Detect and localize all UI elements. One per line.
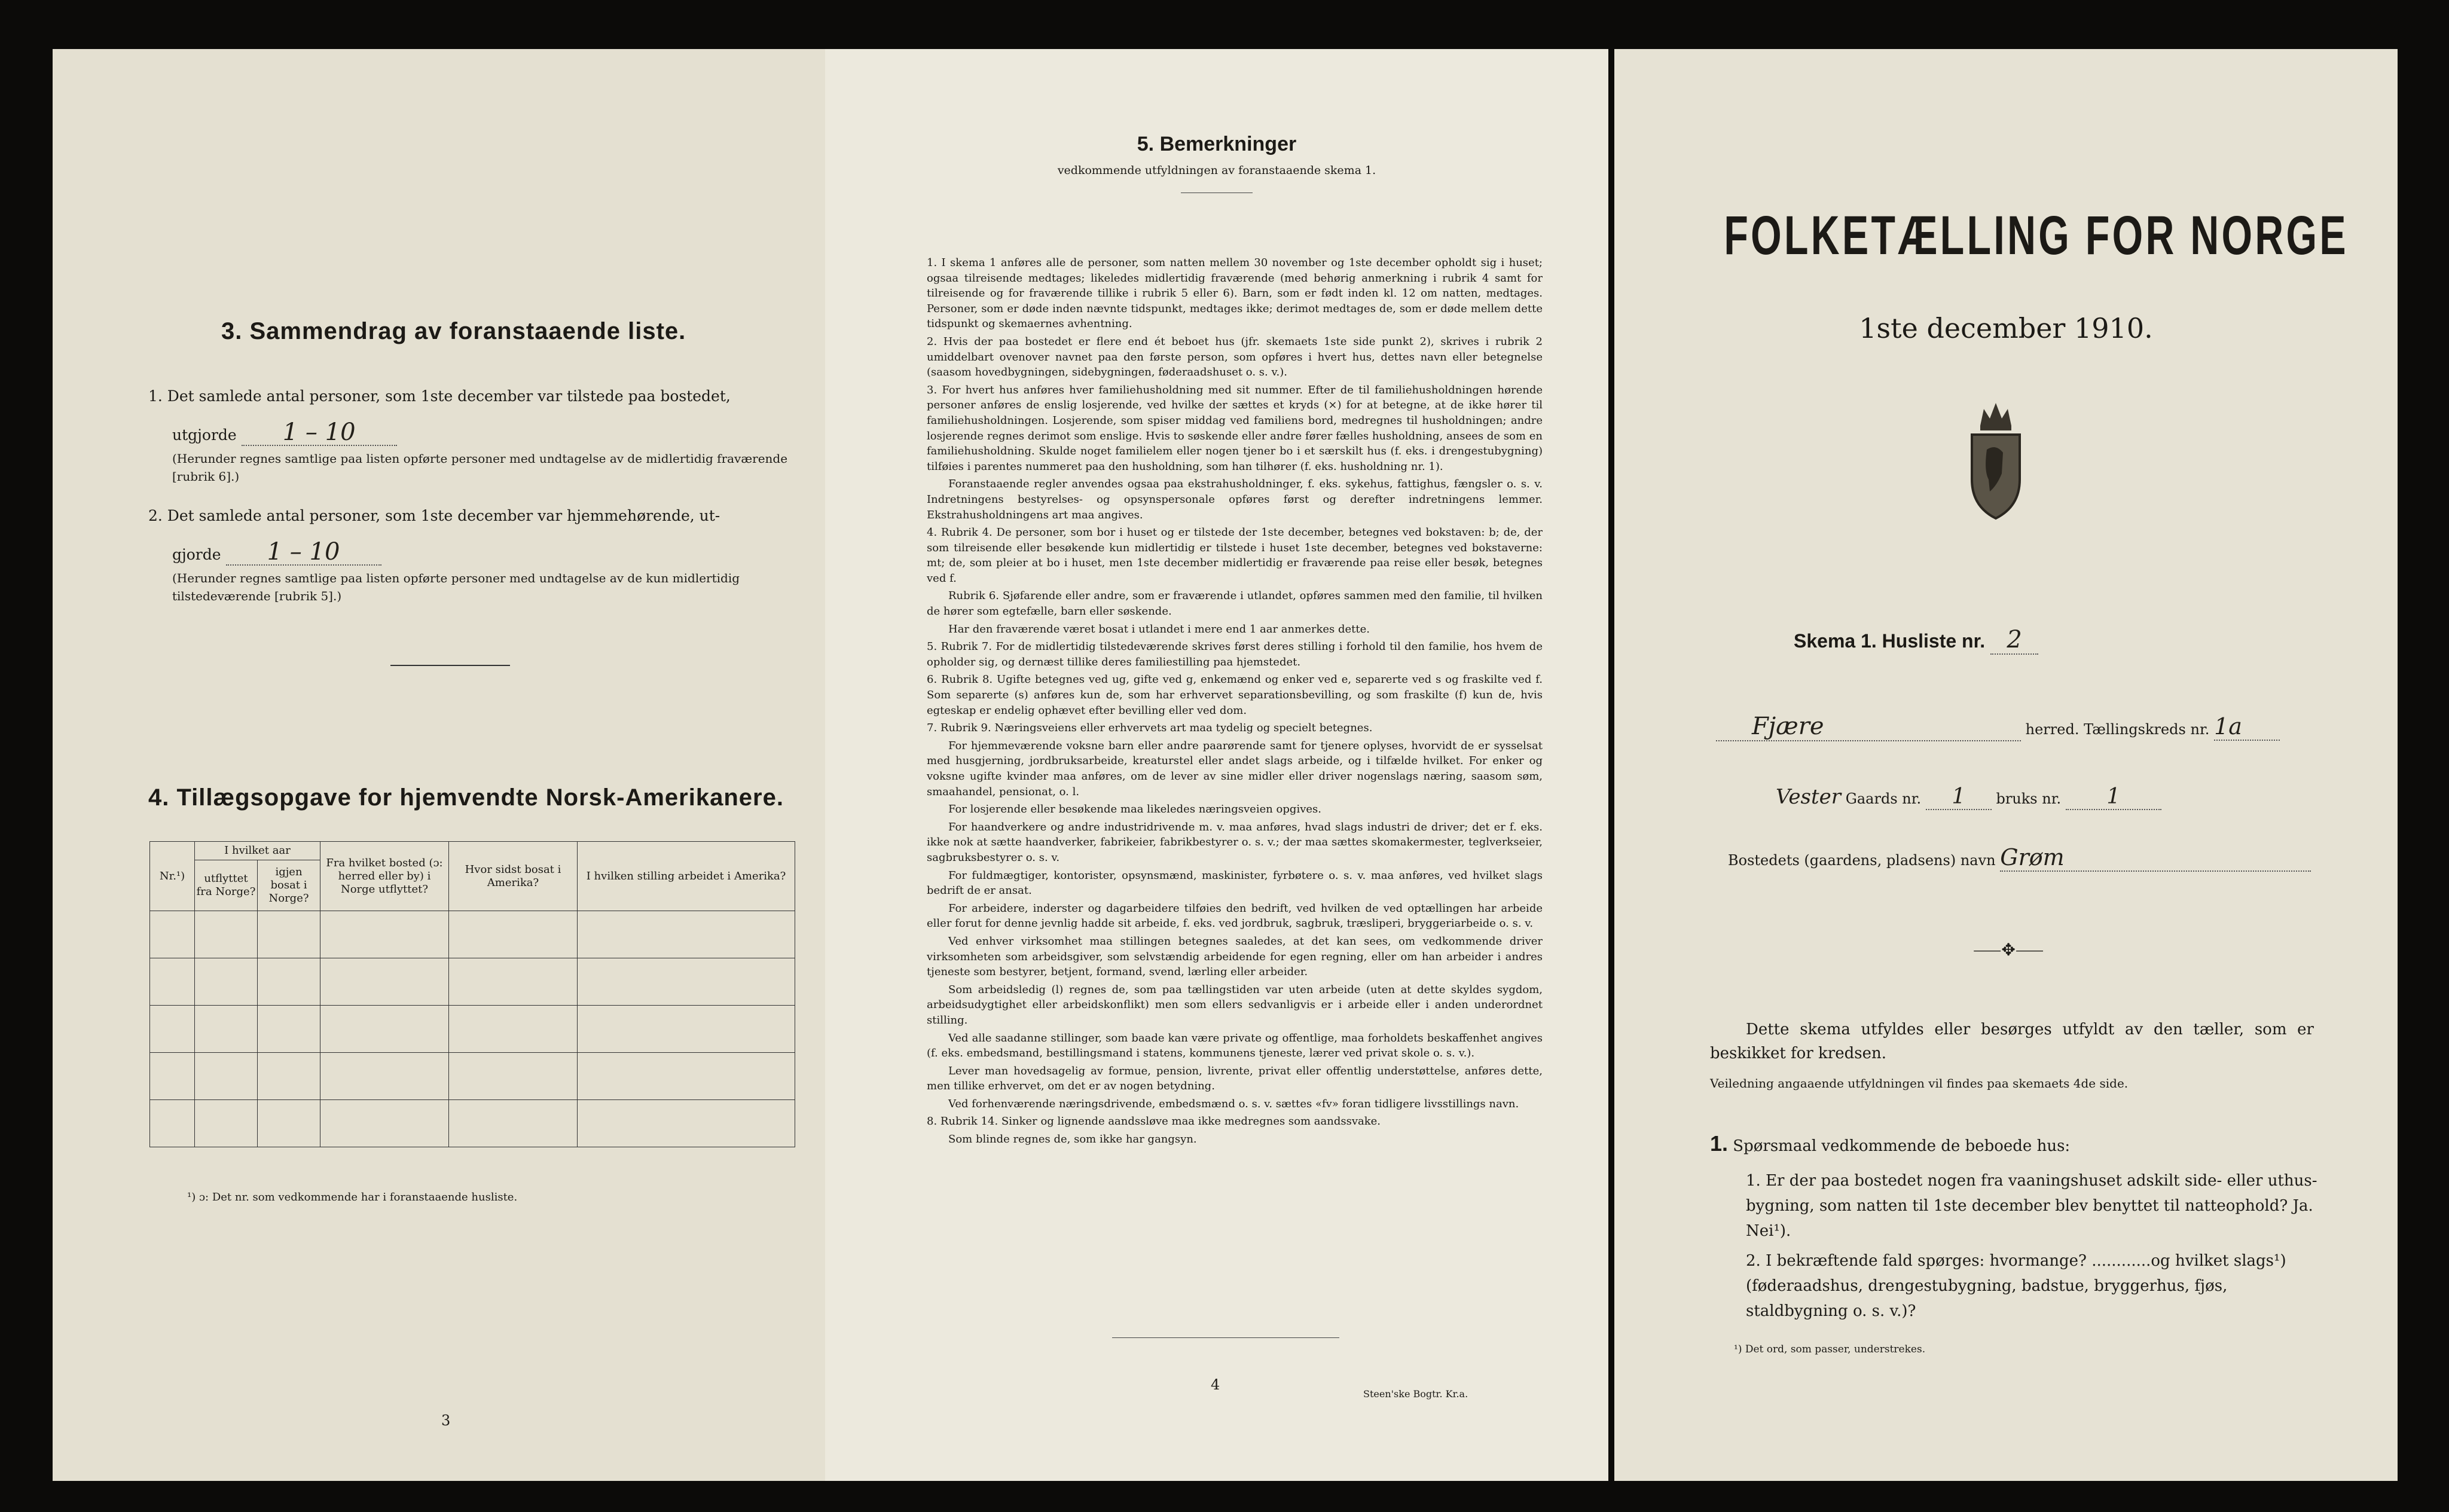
bosted-value: Grøm: [2000, 844, 2311, 872]
summary-item-1: 1. Det samlede antal personer, som 1ste december var tilstede paa bostedet,: [148, 387, 731, 405]
col-nr: Nr.¹): [150, 842, 195, 911]
bosted-line: [1728, 844, 2311, 872]
bemerkninger-list: [927, 255, 1543, 1150]
gjorde-label: gjorde: [172, 546, 221, 563]
bemerkninger-title: 5. Bemerkninger: [1137, 133, 1297, 155]
bemerkning-paragraph: 7. Rubrik 9. Næringsveiens eller erhvervets art maa tydelig og specielt betegnes.: [927, 722, 1373, 735]
summary-item-1-utgjorde: [172, 420, 397, 448]
skema-label: Skema 1. Husliste nr.: [1794, 630, 1986, 652]
summary-item-2-utgjorde: [172, 539, 381, 567]
bemerkning-paragraph: For hjemmeværende voksne barn eller andre paarørende samt for tjenere oplyses, hvorvidt de er sysselsat med husgjerning, jordbruksarbeide, kreaturstel eller andet slags arbeide, og i tilfælde hvilket. For enker og voksne ugifte kvinder maa anføres, om de lever av sine midler eller driver nogenslags næring, saasom søm, smaahandel, pensionat, o. l.: [927, 739, 1543, 798]
col-fra-bosted: Fra hvilket bosted (ɔ: herred eller by) i Norge utflyttet?: [320, 842, 449, 911]
page-right: [1614, 49, 2398, 1481]
bemerkning-paragraph: For arbeidere, inderster og dagarbeidere tilføies den bedrift, ved hvilken de ved optællingen har arbeide eller forut for denne jevnlig hadde sit arbeide, f. eks. ved jordbruk, sagbruk, træsliperi, bryggeriarbeide o. s. v.: [927, 902, 1543, 930]
bosted-label: Bostedets (gaardens, pladsens) navn: [1728, 852, 1996, 869]
bemerkning-paragraph: Ved alle saadanne stillinger, som baade kan være private og offentlige, maa forholdets beskaffenhet angives (f. eks. embedsmand, bestillingsmand i statens, kommunens tjeneste, lærer ved privat skole o. s. v.).: [927, 1031, 1543, 1060]
col-sidst-bosat: Hvor sidst bosat i Amerika?: [449, 842, 578, 911]
resident-count-value: 1 – 10: [226, 539, 381, 566]
present-count-value: 1 – 10: [242, 420, 397, 446]
question-1: 1. Er der paa bostedet nogen fra vaaningshuset adskilt side- eller uthus-bygning, som natten til 1ste december blev benyttet til natteophold? Ja. Nei¹).: [1746, 1172, 2317, 1240]
instruction-line1: Dette skema utfyldes eller besørges utfyldt av den tæller, som er beskikket for kredsen.: [1710, 1021, 2314, 1062]
bemerkning-paragraph: 2. Hvis der paa bostedet er flere end ét beboet hus (jfr. skemaets 1ste side punkt 2), skrives i rubrik 2 umiddelbart ovenover navnet paa den første person, som opføres i hvert hus, dettes navn eller betegnelse (saasom hovedbygningen, sidebygningen, føderaadshuset o. s. v.).: [927, 335, 1543, 379]
kreds-value: 1a: [2214, 713, 2280, 741]
table-row: [150, 1100, 795, 1147]
col-bosat: igjen bosat i Norge?: [258, 860, 320, 911]
printer-credit: Steen'ske Bogtr. Kr.a.: [1363, 1388, 1468, 1400]
col-group-aar: I hvilket aar: [195, 842, 320, 860]
page-number-4: 4: [1211, 1376, 1220, 1393]
main-title: FOLKETÆLLING FOR NORGE: [1724, 205, 2349, 266]
ornament-icon: ⸺✥⸺: [1973, 940, 2044, 960]
herred-value: Fjære: [1716, 713, 2021, 741]
page-left: [53, 49, 825, 1481]
bemerkning-paragraph: For fuldmægtiger, kontorister, opsynsmænd, maskinister, fyrbøtere o. s. v. maa anføres, ved hvilket slags bedrift de er ansat.: [927, 869, 1543, 897]
table-row: [150, 958, 795, 1006]
bemerkning-paragraph: Rubrik 6. Sjøfarende eller andre, som er fraværende i utlandet, opføres sammen med den familie, til hvilken de hører som egtefælle, barn eller søskende.: [927, 589, 1543, 618]
bemerkning-paragraph: For haandverkere og andre industridrivende m. v. maa anføres, hvad slags industri de driver; det er f. eks. ikke nok at sætte haandverker, fabrikeier, fabrikbestyrer o. s. v.; der maa sættes skomakermester, teglverkseier, sagbruksbestyrer o. s. v.: [927, 820, 1543, 864]
bruks-value: 1: [2066, 784, 2161, 810]
gaards-label: Gaards nr.: [1845, 790, 1922, 807]
table-row: [150, 911, 795, 958]
bemerkning-paragraph: 3. For hvert hus anføres hver familiehusholdning med sit nummer. Efter de til familiehusholdningen hørende personer anføres de enslig losjerende, ved hvilke der sættes et kryds (×) for at betegne, at de ikke hører til familiehusholdningen. Losjerende, som spiser middag ved familiens bord, medregnes til husholdningen; andre losjerende regnes derimot som enslige. Hvis to søskende eller andre fører fælles husholdning, ansees de som en familiehusholdning. Skulde noget familielem eller nogen tjener bo i et særskilt hus (f. eks. i drengestubygning) tilføies i parentes nummeret paa den husholdning, som han tilhører (f. eks. husholdning nr. 1).: [927, 383, 1543, 473]
bemerkning-paragraph: Ved forhenværende næringsdrivende, embedsmænd o. s. v. sættes «fv» foran tidligere livsstillings navn.: [948, 1097, 1519, 1110]
table-row: [150, 1006, 795, 1053]
bemerkning-paragraph: Har den fraværende været bosat i utlandet i mere end 1 aar anmerkes dette.: [948, 622, 1370, 636]
page-number-3: 3: [441, 1412, 451, 1429]
col-utflyttet: utflyttet fra Norge?: [195, 860, 258, 911]
question-heading: [1710, 1131, 2070, 1156]
bemerkning-paragraph: 1. I skema 1 anføres alle de personer, som natten mellem 30 november og 1ste december opholdt sig i huset; ogsaa tilreisende medtages; likeledes midlertidig fraværende (med behørig anmerkning i rubrik 4 samt for tilreisende og for fraværende tillike i rubrik 5 eller 6). Barn, som er født inden kl. 12 om natten, medtages. Personer, som er døde inden nævnte tidspunkt, medtages ikke; derimot medtages de, som er døde mellem dette tidspunkt og skemaernes avhentning.: [927, 256, 1543, 331]
husliste-nr-value: 2: [1990, 626, 2038, 655]
question-2: 2. I bekræftende fald spørges: hvormange? ............og hvilket slags¹) (føderaadshus, drengestubygning, badstue, bryggerhus, fjøs, staldbygning o. s. v.)?: [1746, 1252, 2286, 1320]
bruks-label: bruks nr.: [1996, 790, 2062, 807]
bottom-rule: [1112, 1337, 1339, 1338]
bemerkninger-subtitle: vedkommende utfyldningen av foranstaaende skema 1.: [1057, 164, 1376, 177]
page-middle: [825, 49, 1608, 1481]
gaards-prefix: Vester: [1776, 785, 1842, 809]
right-footnote: ¹) Det ord, som passer, understrekes.: [1734, 1343, 1926, 1355]
skema-line: [1794, 626, 2038, 655]
gaards-value: 1: [1926, 784, 1992, 810]
summary-item-1-note: (Herunder regnes samtlige paa listen opførte personer med undtagelse av de midlertidig fraværende [rubrik 6].): [172, 451, 788, 484]
coat-of-arms-icon: [1960, 390, 2032, 521]
bemerkning-paragraph: Lever man hovedsagelig av formue, pension, livrente, privat eller offentlig understøttelse, anføres dette, men tillike erhvervet, om det er av nogen betydning.: [927, 1064, 1543, 1093]
bemerkning-paragraph: 5. Rubrik 7. For de midlertidig tilstedeværende skrives først deres stilling i forhold til den familie, hos hvem de opholder sig, og dernæst tillike deres familiestilling paa hjemstedet.: [927, 640, 1543, 668]
bemerkning-paragraph: 4. Rubrik 4. De personer, som bor i huset og er tilstede der 1ste december, betegnes ved bokstaven: b; de, der som tilreisende eller besøkende kun midlertidig er tilstede i huset 1ste december, betegnes ved bokstaverne: mt; de, som pleier at bo i huset, men 1ste december midlertidig er fraværende paa reise eller besøk, betegnes ved f.: [927, 526, 1543, 585]
col-stilling: I hvilken stilling arbeidet i Amerika?: [578, 842, 795, 911]
summary-item-2-note: (Herunder regnes samtlige paa listen opførte personer med undtagelse av de kun midlertidig tilstedeværende [rubrik 5].): [172, 571, 740, 603]
section3-title: 3. Sammendrag av foranstaaende liste.: [221, 318, 686, 344]
bemerkning-paragraph: 6. Rubrik 8. Ugifte betegnes ved ug, gifte ved g, enkemænd og enker ved e, separerte ved s og fraskilte ved f. Som separerte (s) anføres kun de, som har erhvervet separationsbevilling, og som fraskilte (f) kun de, hvis egteskap er endelig ophævet efter bevilling eller ved dom.: [927, 673, 1543, 717]
table-footnote: ¹) ɔ: Det nr. som vedkommende har i foranstaaende husliste.: [187, 1191, 518, 1204]
census-date: 1ste december 1910.: [1859, 312, 2153, 344]
divider: [390, 665, 510, 666]
bemerkning-paragraph: Som arbeidsledig (l) regnes de, som paa tællingstiden var uten arbeide (uten at dette skyldes sygdom, arbeidsudygtighet eller arbeidskonflikt) men som ellers sedvanligvis er i arbeide eller i anden underordnet stilling.: [927, 983, 1543, 1027]
herred-line: [1716, 713, 2280, 741]
norsk-amerikanere-table: [149, 841, 795, 1147]
kreds-label: Tællingskreds nr.: [2084, 721, 2210, 738]
bemerkning-paragraph: Foranstaaende regler anvendes ogsaa paa ekstrahusholdninger, f. eks. sykehus, fattighus, fængsler o. s. v. Indretningens bestyrelses- og opsynspersonale opføres først og derefter indretningens lemmer. Ekstrahusholdningens art maa angives.: [927, 478, 1543, 521]
section4-title: 4. Tillægsopgave for hjemvendte Norsk-Amerikanere.: [148, 784, 784, 811]
bemerkning-paragraph: Ved enhver virksomhet maa stillingen betegnes saaledes, at det kan sees, om vedkommende driver virksomheten som arbeidsgiver, som selvstændig arbeidende for egen regning, eller om han arbeider i andres tjeneste som bestyrer, betjent, formand, svend, lærling eller arbeider.: [927, 934, 1543, 979]
gaards-line: [1776, 784, 2161, 810]
question-heading-num: 1.: [1710, 1131, 1729, 1156]
utgjorde-label: utgjorde: [172, 426, 237, 444]
table-row: [150, 1053, 795, 1100]
question-heading-text: Spørsmaal vedkommende de beboede hus:: [1733, 1137, 2071, 1155]
instruction-line2: Veiledning angaaende utfyldningen vil findes paa skemaets 4de side.: [1710, 1076, 2129, 1091]
bemerkning-paragraph: For losjerende eller besøkende maa likeledes næringsveien opgives.: [948, 803, 1321, 816]
bemerkning-paragraph: Som blinde regnes de, som ikke har gangsyn.: [948, 1133, 1197, 1146]
herred-label: herred.: [2025, 721, 2079, 738]
bemerkning-paragraph: 8. Rubrik 14. Sinker og lignende aandssløve maa ikke medregnes som aandssvake.: [927, 1115, 1381, 1128]
summary-item-2: 2. Det samlede antal personer, som 1ste december var hjemmehørende, ut-: [148, 507, 720, 524]
